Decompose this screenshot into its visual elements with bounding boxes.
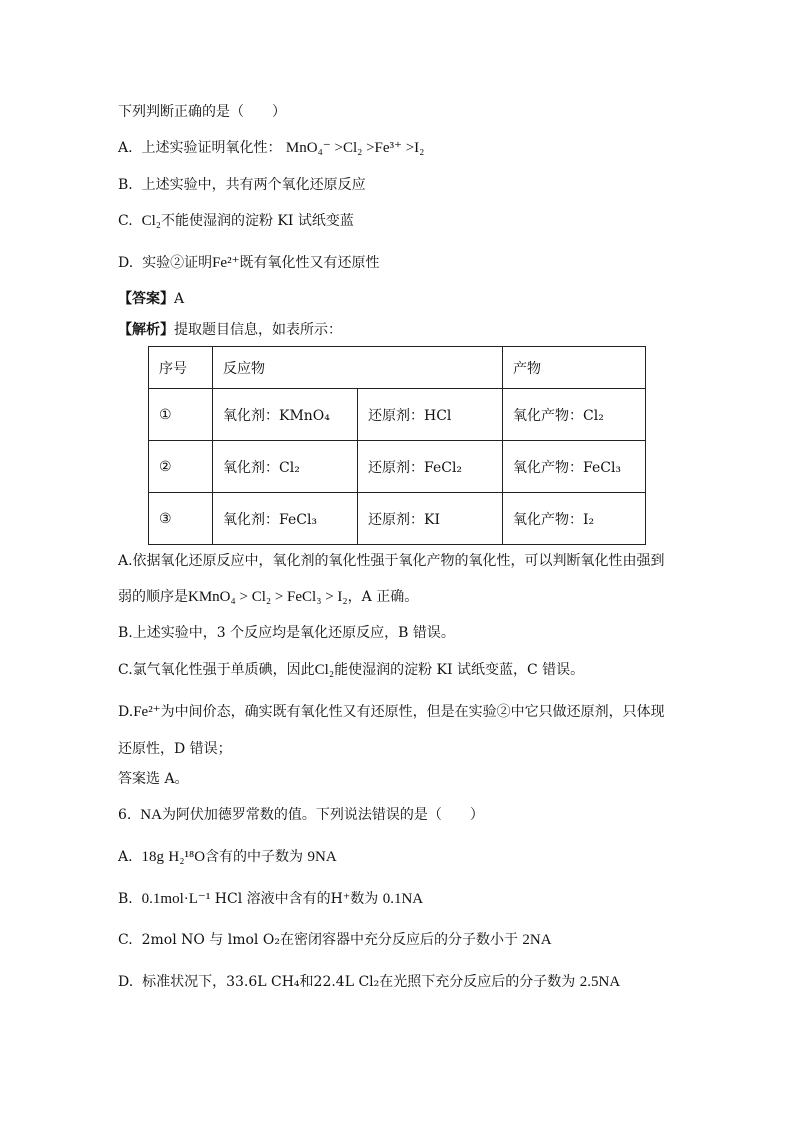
text-segment: 弱的顺序是 [118,589,188,605]
formula: 18g [141,849,164,865]
option-a [118,138,424,158]
row-no: ③ [149,493,213,545]
option-text: 不能使湿润的淀粉 KI 试纸变蓝 [160,213,354,229]
option-value: 0.1NA [382,891,424,907]
option-text: 实验②证明 [142,255,213,271]
formula: H₂¹⁸O [168,849,206,865]
formula: KMnO₄ > Cl₂ > FeCl₃ > I₂ [188,589,348,605]
table-row [149,493,646,545]
row-reductant: 还原剂：HCl [358,389,503,441]
analysis-label: 【解析】 [118,322,174,338]
option-formula: Cl₂ [141,213,161,229]
q6-option-b [118,889,423,909]
answer-label: 【答案】 [118,291,174,307]
option-letter: A. [118,140,133,156]
option-letter: C. [118,932,133,948]
explanation-d-line2: 还原性，D 错误； [118,741,232,757]
formula: NA [140,807,162,823]
text-segment: C.氯气氧化性强于单质碘，因此 [118,662,315,678]
option-letter: D. [118,255,134,271]
row-product: 氧化产物：Cl₂ [503,389,646,441]
option-text: 上述实验证明氧化性： [141,140,282,156]
question-stem: 下列判断正确的是（ ） [118,104,286,120]
option-value: 2.5NA [579,974,621,990]
row-oxidant: 氧化剂：KMnO₄ [213,389,358,441]
row-no: ① [149,389,213,441]
reaction-table [148,346,646,545]
option-formula: Fe²⁺ [212,255,240,271]
analysis-intro: 提取题目信息，如表所示： [174,322,342,338]
row-product: 氧化产物：I₂ [503,493,646,545]
text-segment: 能使湿润的淀粉 KI 试纸变蓝，C 错误。 [334,662,585,678]
row-no: ② [149,441,213,493]
explanation-a-line1: A.依据氧化还原反应中，氧化剂的氧化性强于氧化产物的氧化性，可以判断氧化性由强到 [118,553,665,569]
q6-option-c [118,930,552,950]
option-letter: A. [118,849,133,865]
option-value: 2NA [522,932,552,948]
explanation-c [118,660,584,680]
formula: 2mol NO 与 lmol O₂ [141,932,280,948]
question-text: 为阿伏加德罗常数的值。下列说法错误的是（ ） [161,807,484,823]
text-segment: D. [118,704,134,720]
formula: Fe²⁺ [133,704,161,720]
table-row [149,441,646,493]
q6-option-a [118,847,337,867]
formula: 标准状况下，33.6L CH₄和22.4L Cl₂ [142,974,380,990]
option-letter: B. [118,891,133,907]
option-b [118,175,366,195]
answer-line [118,289,184,309]
header-no: 序号 [149,347,213,389]
row-reductant: 还原剂：KI [358,493,503,545]
answer-value: A [174,291,185,307]
question-6-stem [118,805,484,825]
explanation-d-line1 [118,702,665,722]
formula: Cl₂ [314,662,335,678]
option-text: 上述实验中，共有两个氧化还原反应 [141,177,366,193]
row-oxidant: 氧化剂：Cl₂ [213,441,358,493]
option-text: 既有氧化性又有还原性 [239,255,380,271]
option-letter: C. [118,213,133,229]
q6-option-d [118,972,620,992]
analysis-line [118,320,342,340]
option-letter: D. [118,974,134,990]
option-text: 在密闭容器中充分反应后的分子数小于 [279,932,518,948]
row-product: 氧化产物：FeCl₃ [503,441,646,493]
option-value: 9NA [307,849,337,865]
option-text: HCl 溶液中含有的H⁺数为 [210,891,379,907]
conclusion: 答案选 A。 [118,771,189,787]
option-formula: MnO₄⁻ >Cl₂ >Fe³⁺ >I₂ [285,140,425,156]
header-reactants: 反应物 [213,347,503,389]
text-segment: ，A 正确。 [347,589,419,605]
option-text: 含有的中子数为 [205,849,304,865]
option-d [118,253,380,273]
table-header-row [149,347,646,389]
formula: 0.1mol·L⁻¹ [141,891,211,907]
question-number: 6. [118,807,132,823]
option-c [118,211,354,231]
table-row [149,389,646,441]
explanation-b: B.上述实验中，3 个反应均是氧化还原反应，B 错误。 [118,625,455,641]
option-text: 在光照下充分反应后的分子数为 [379,974,576,990]
text-segment: 为中间价态，确实既有氧化性又有还原性，但是在实验②中它只做还原剂，只体现 [160,704,665,720]
header-products: 产物 [503,347,646,389]
option-letter: B. [118,177,133,193]
row-oxidant: 氧化剂：FeCl₃ [213,493,358,545]
explanation-a-line2 [118,587,418,607]
row-reductant: 还原剂：FeCl₂ [358,441,503,493]
